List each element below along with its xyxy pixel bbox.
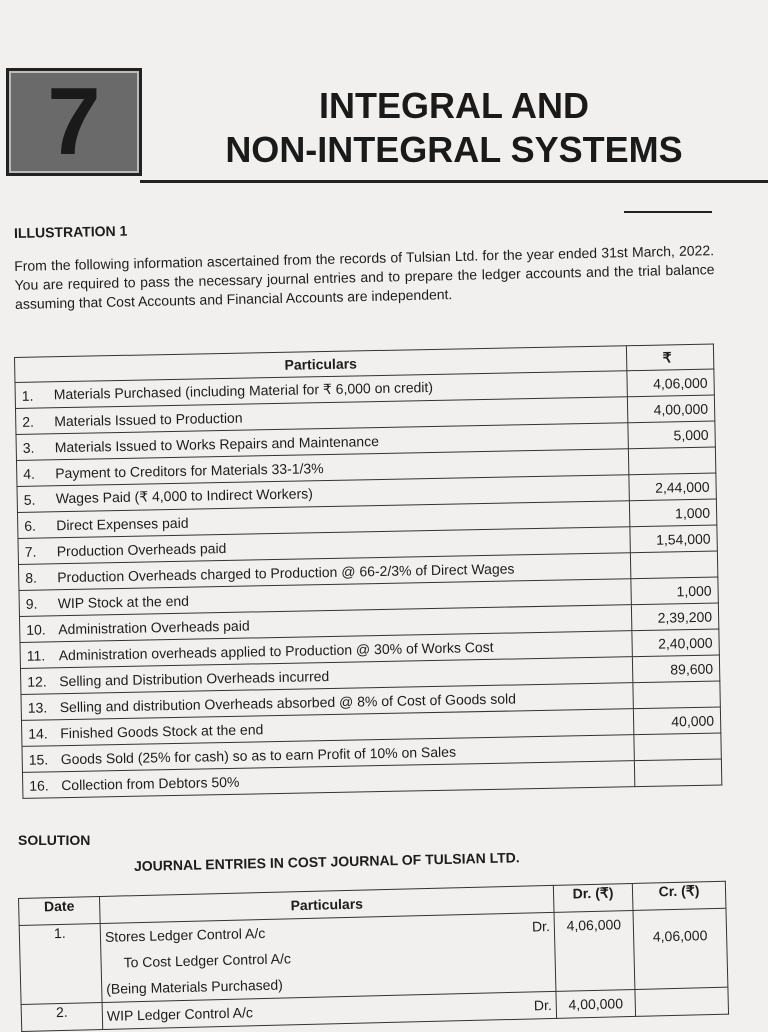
row-particulars: Administration Overheads paid [56, 605, 632, 642]
particulars-table [14, 344, 722, 799]
row-particulars: Materials Purchased (including Material for ₹ 6,000 on credit) [51, 371, 627, 408]
row-amount: 89,600 [632, 655, 719, 683]
entry-dr-amount: 4,00,000 [556, 989, 636, 1018]
row-number: 1. [15, 382, 52, 409]
row-amount: 1,000 [629, 499, 716, 527]
row-particulars: Direct Expenses paid [54, 501, 630, 538]
row-number: 3. [16, 434, 53, 461]
row-particulars: Finished Goods Stock at the end [58, 709, 634, 746]
row-number: 11. [20, 642, 57, 669]
row-amount: 2,40,000 [632, 629, 719, 657]
row-amount [633, 681, 720, 709]
row-amount: 4,06,000 [627, 369, 714, 397]
particulars-body [15, 369, 722, 798]
row-particulars: Selling and Distribution Overheads incurred [57, 657, 633, 694]
entry-narration: (Being Materials Purchased) [106, 976, 284, 997]
entry-credit-account: To Cost Ledger Control A/c [123, 950, 292, 971]
entry-dr-amount: 4,06,000 [554, 910, 635, 991]
journal-table [18, 881, 729, 1032]
journal-title: JOURNAL ENTRIES IN COST JOURNAL OF TULSIAN LTD. [133, 849, 520, 874]
chapter-title-line2: NON-INTEGRAL SYSTEMS [225, 129, 683, 170]
row-number: 4. [16, 460, 53, 487]
row-particulars: Goods Sold (25% for cash) so as to earn Profit of 10% on Sales [58, 735, 634, 772]
row-amount: 5,000 [628, 421, 715, 449]
row-amount: 40,000 [633, 707, 720, 735]
amount-header: ₹ [626, 344, 713, 371]
row-number: 8. [18, 564, 55, 591]
entry-date: 2. [21, 1002, 103, 1031]
row-amount: 2,44,000 [629, 473, 716, 501]
entry-debit-account: Stores Ledger Control A/c [104, 924, 266, 945]
row-particulars: Materials Issued to Works Repairs and Maintenance [52, 423, 628, 460]
entry-debit-account: WIP Ledger Control A/c [106, 1004, 254, 1024]
row-particulars: Production Overheads paid [54, 527, 630, 564]
row-particulars: Payment to Creditors for Materials 33-1/3% [53, 449, 629, 486]
journal-particulars-header: Particulars [99, 885, 554, 923]
row-number: 9. [19, 590, 56, 617]
row-amount: 1,54,000 [630, 525, 717, 553]
row-amount [634, 733, 721, 761]
entry-dr-marker: Dr. [533, 996, 552, 1014]
journal-cr-header: Cr. (₹) [632, 881, 726, 910]
row-particulars: Selling and distribution Overheads absorbed @ 8% of Cost of Goods sold [57, 683, 633, 720]
particulars-header: Particulars [15, 346, 627, 383]
row-amount [628, 447, 715, 475]
entry-cr-amount [635, 987, 729, 1016]
row-number: 10. [19, 616, 56, 643]
solution-heading: SOLUTION [18, 832, 91, 848]
section-rule [624, 211, 712, 213]
journal-date-header: Date [19, 897, 101, 926]
entry-cr-amount: 4,06,000 [633, 908, 728, 989]
row-number: 2. [15, 408, 52, 435]
row-number: 7. [18, 538, 55, 565]
row-particulars: Wages Paid (₹ 4,000 to Indirect Workers) [53, 475, 629, 512]
row-particulars: Collection from Debtors 50% [59, 761, 635, 798]
row-amount: 2,39,200 [631, 603, 718, 631]
row-amount [630, 551, 717, 579]
row-amount: 4,00,000 [627, 395, 714, 423]
chapter-title [150, 84, 758, 172]
row-number: 16. [22, 772, 59, 799]
illustration-intro: From the following information ascertained from the records of Tulsian Ltd. for the year ended 31st March, 2022. You are required to pass the necessary journal entries and to prepare the ledger accounts and the trial balance assuming that Cost Accounts and Financial Accounts are independent. [14, 242, 715, 312]
row-particulars: WIP Stock at the end [55, 579, 631, 616]
row-amount: 1,000 [631, 577, 718, 605]
row-particulars: Production Overheads charged to Production @ 66-2/3% of Direct Wages [55, 553, 631, 590]
chapter-title-line1: INTEGRAL AND [319, 85, 589, 126]
title-rule [140, 180, 768, 183]
row-number: 5. [17, 486, 54, 513]
chapter-number: 7 [47, 68, 101, 175]
journal-dr-header: Dr. (₹) [553, 883, 633, 912]
row-number: 13. [21, 694, 58, 721]
entry-date: 1. [19, 924, 102, 1005]
row-number: 12. [20, 668, 57, 695]
row-particulars: Materials Issued to Production [52, 397, 628, 434]
entry-particulars [100, 912, 556, 1002]
illustration-heading: ILLUSTRATION 1 [13, 222, 128, 241]
row-number: 15. [22, 746, 59, 773]
chapter-number-box [6, 68, 142, 176]
row-number: 6. [17, 512, 54, 539]
row-particulars: Administration overheads applied to Production @ 30% of Works Cost [56, 631, 632, 668]
entry-dr-marker: Dr. [531, 918, 551, 935]
row-number: 14. [21, 720, 58, 747]
row-amount [634, 759, 721, 787]
